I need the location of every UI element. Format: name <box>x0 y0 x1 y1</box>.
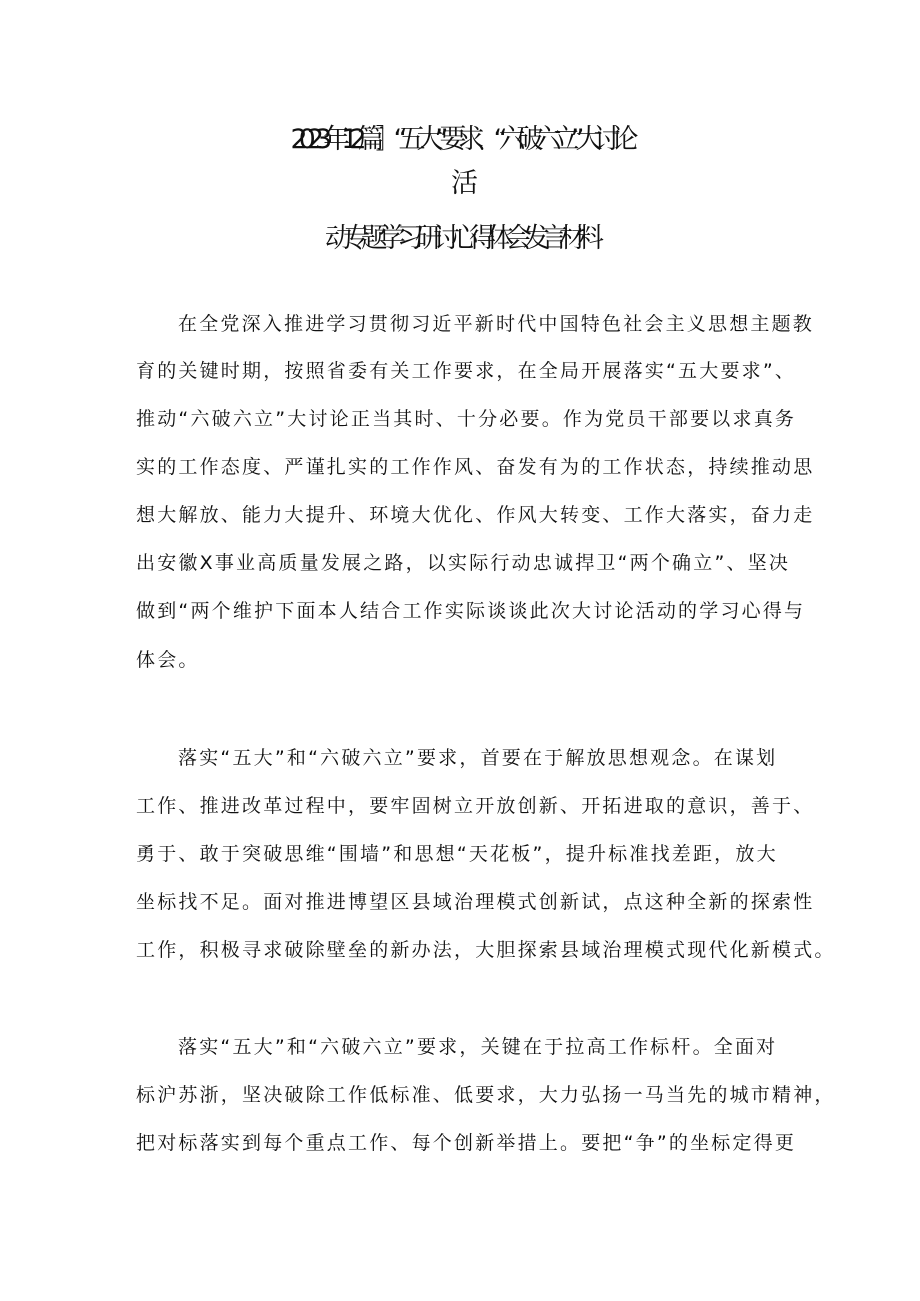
paragraph-line: 把对标落实到每个重点工作、每个创新举措上。要把“争”的坐标定得更 <box>136 1132 797 1154</box>
paragraph-line: 出安徽X事业高质量发展之路，以实际行动忠诚捍卫“两个确立”、坚决 <box>136 552 791 574</box>
paragraph-line: 工作、推进改革过程中，要牢固树立开放创新、开拓进取的意识，善于、 <box>136 795 815 817</box>
paragraph-line: 在全党深入推进学习贯彻习近平新时代中国特色社会主义思想主题教 <box>178 313 815 335</box>
paragraph-line: 标沪苏浙，坚决破除工作低标准、低要求，大力弘扬一马当先的城市精神， <box>136 1084 836 1106</box>
paragraph-line: 落实“五大”和“六破六立”要求，关键在于拉高工作标杆。全面对 <box>178 1036 778 1058</box>
paragraph-line: 想大解放、能力大提升、环境大优化、作风大转变、工作大落实，奋力走 <box>136 504 815 526</box>
paragraph-line: 实的工作态度、严谨扎实的工作作风、奋发有为的工作状态，持续推动思 <box>136 456 815 478</box>
paragraph-line: 坐标找不足。面对推进博望区县域治理模式创新试，点这种全新的探索性 <box>136 891 815 913</box>
document-title-line-1: 2023年12篇］“五大”要求、“六破六立”大讨论 <box>290 124 630 155</box>
paragraph-line: 推动“六破六立”大讨论正当其时、十分必要。作为党员干部要以求真务 <box>136 408 797 430</box>
paragraph-line: 育的关键时期，按照省委有关工作要求，在全局开展落实“五大要求”、 <box>136 360 797 382</box>
paragraph-line: 做到“两个维护下面本人结合工作实际谈谈此次大讨论活动的学习心得与 <box>136 600 806 622</box>
paragraph-line: 体会。 <box>136 649 200 671</box>
paragraph-line: 工作，积极寻求破除壁垒的新办法，大胆探索县域治理模式现代化新模式。 <box>136 939 836 961</box>
document-title-line-3: 动专题学习研讨心得体会发言材料 <box>325 223 595 254</box>
paragraph-line: 落实“五大”和“六破六立”要求，首要在于解放思想观念。在谋划 <box>178 747 778 769</box>
document-title-line-2: 活 <box>451 168 469 199</box>
paragraph-line: 勇于、敢于突破思维“围墙”和思想“天花板”，提升标准找差距，放大 <box>136 843 778 865</box>
